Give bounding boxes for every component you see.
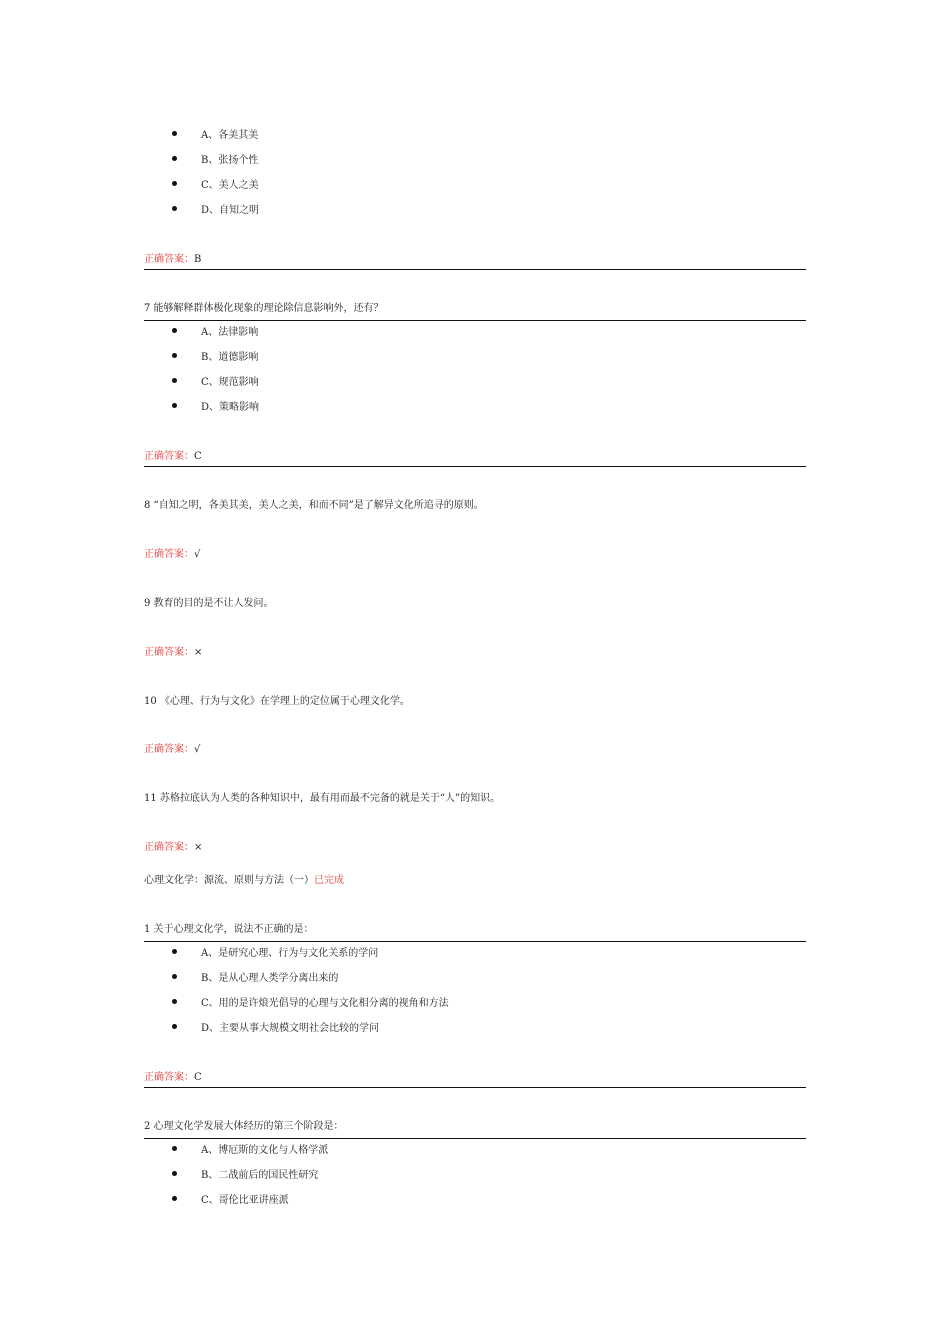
option-b[interactable]: B、是从心理人类学分离出来的 bbox=[201, 973, 339, 984]
option-b[interactable]: B、张扬个性 bbox=[201, 155, 259, 166]
option-b[interactable]: B、二战前后的国民性研究 bbox=[201, 1170, 319, 1181]
bullet-icon bbox=[172, 974, 177, 979]
answer-label: 正确答案： bbox=[144, 1072, 194, 1083]
bullet-icon bbox=[172, 206, 177, 211]
answer-value: √ bbox=[194, 744, 201, 755]
section-status: 已完成 bbox=[314, 875, 344, 886]
bullet-icon bbox=[172, 378, 177, 383]
option-a[interactable]: A、各美其美 bbox=[201, 130, 259, 141]
correct-answer bbox=[144, 549, 200, 561]
option-d[interactable]: D、策略影响 bbox=[201, 402, 260, 413]
answer-label: 正确答案： bbox=[144, 254, 194, 265]
divider bbox=[144, 466, 806, 467]
bullet-icon bbox=[172, 353, 177, 358]
option-b[interactable]: B、道德影响 bbox=[201, 352, 259, 363]
option-a[interactable]: A、博厄斯的文化与人格学派 bbox=[201, 1145, 329, 1156]
bullet-icon bbox=[172, 156, 177, 161]
answer-label: 正确答案： bbox=[144, 842, 194, 853]
question-7: 7 能够解释群体极化现象的理论除信息影响外，还有？ bbox=[144, 303, 384, 314]
divider bbox=[144, 1087, 806, 1088]
question-11: 11 苏格拉底认为人类的各种知识中，最有用而最不完备的就是关于“人”的知识。 bbox=[144, 793, 501, 804]
bullet-icon bbox=[172, 1024, 177, 1029]
section-heading bbox=[144, 875, 344, 887]
answer-label: 正确答案： bbox=[144, 744, 194, 755]
question-8: 8 “自知之明，各美其美，美人之美，和而不同”是了解异文化所追寻的原则。 bbox=[144, 500, 484, 511]
answer-label: 正确答案： bbox=[144, 549, 194, 560]
question-10: 10 《心理、行为与文化》在学理上的定位属于心理文化学。 bbox=[144, 696, 410, 707]
divider bbox=[144, 1138, 806, 1139]
bullet-icon bbox=[172, 1146, 177, 1151]
answer-value: C bbox=[194, 451, 202, 462]
option-c[interactable]: C、美人之美 bbox=[201, 180, 259, 191]
section-question-1: 1 关于心理文化学，说法不正确的是： bbox=[144, 924, 314, 935]
bullet-icon bbox=[172, 131, 177, 136]
option-a[interactable]: A、法律影响 bbox=[201, 327, 259, 338]
option-c[interactable]: C、哥伦比亚讲座派 bbox=[201, 1195, 289, 1206]
answer-value: √ bbox=[194, 549, 201, 560]
question-9: 9 教育的目的是不让人发问。 bbox=[144, 598, 274, 609]
correct-answer bbox=[144, 1072, 202, 1084]
correct-answer bbox=[144, 842, 202, 854]
bullet-icon bbox=[172, 1171, 177, 1176]
answer-value: × bbox=[194, 647, 203, 658]
correct-answer bbox=[144, 744, 200, 756]
answer-value: C bbox=[194, 1072, 202, 1083]
option-c[interactable]: C、用的是许烺光倡导的心理与文化相分离的视角和方法 bbox=[201, 998, 449, 1009]
bullet-icon bbox=[172, 1196, 177, 1201]
bullet-icon bbox=[172, 181, 177, 186]
option-d[interactable]: D、自知之明 bbox=[201, 205, 260, 216]
section-title[interactable]: 心理文化学：源流、原则与方法（一） bbox=[144, 875, 314, 886]
divider bbox=[144, 320, 806, 321]
answer-value: × bbox=[194, 842, 203, 853]
bullet-icon bbox=[172, 328, 177, 333]
bullet-icon bbox=[172, 949, 177, 954]
option-d[interactable]: D、主要从事大规模文明社会比较的学问 bbox=[201, 1023, 380, 1034]
correct-answer bbox=[144, 451, 202, 463]
option-a[interactable]: A、是研究心理、行为与文化关系的学问 bbox=[201, 948, 379, 959]
answer-label: 正确答案： bbox=[144, 647, 194, 658]
bullet-icon bbox=[172, 999, 177, 1004]
answer-label: 正确答案： bbox=[144, 451, 194, 462]
correct-answer bbox=[144, 647, 202, 659]
answer-value: B bbox=[194, 254, 202, 265]
section-question-2: 2 心理文化学发展大体经历的第三个阶段是： bbox=[144, 1121, 344, 1132]
correct-answer bbox=[144, 254, 201, 266]
option-c[interactable]: C、规范影响 bbox=[201, 377, 259, 388]
divider bbox=[144, 941, 806, 942]
divider bbox=[144, 269, 806, 270]
bullet-icon bbox=[172, 403, 177, 408]
